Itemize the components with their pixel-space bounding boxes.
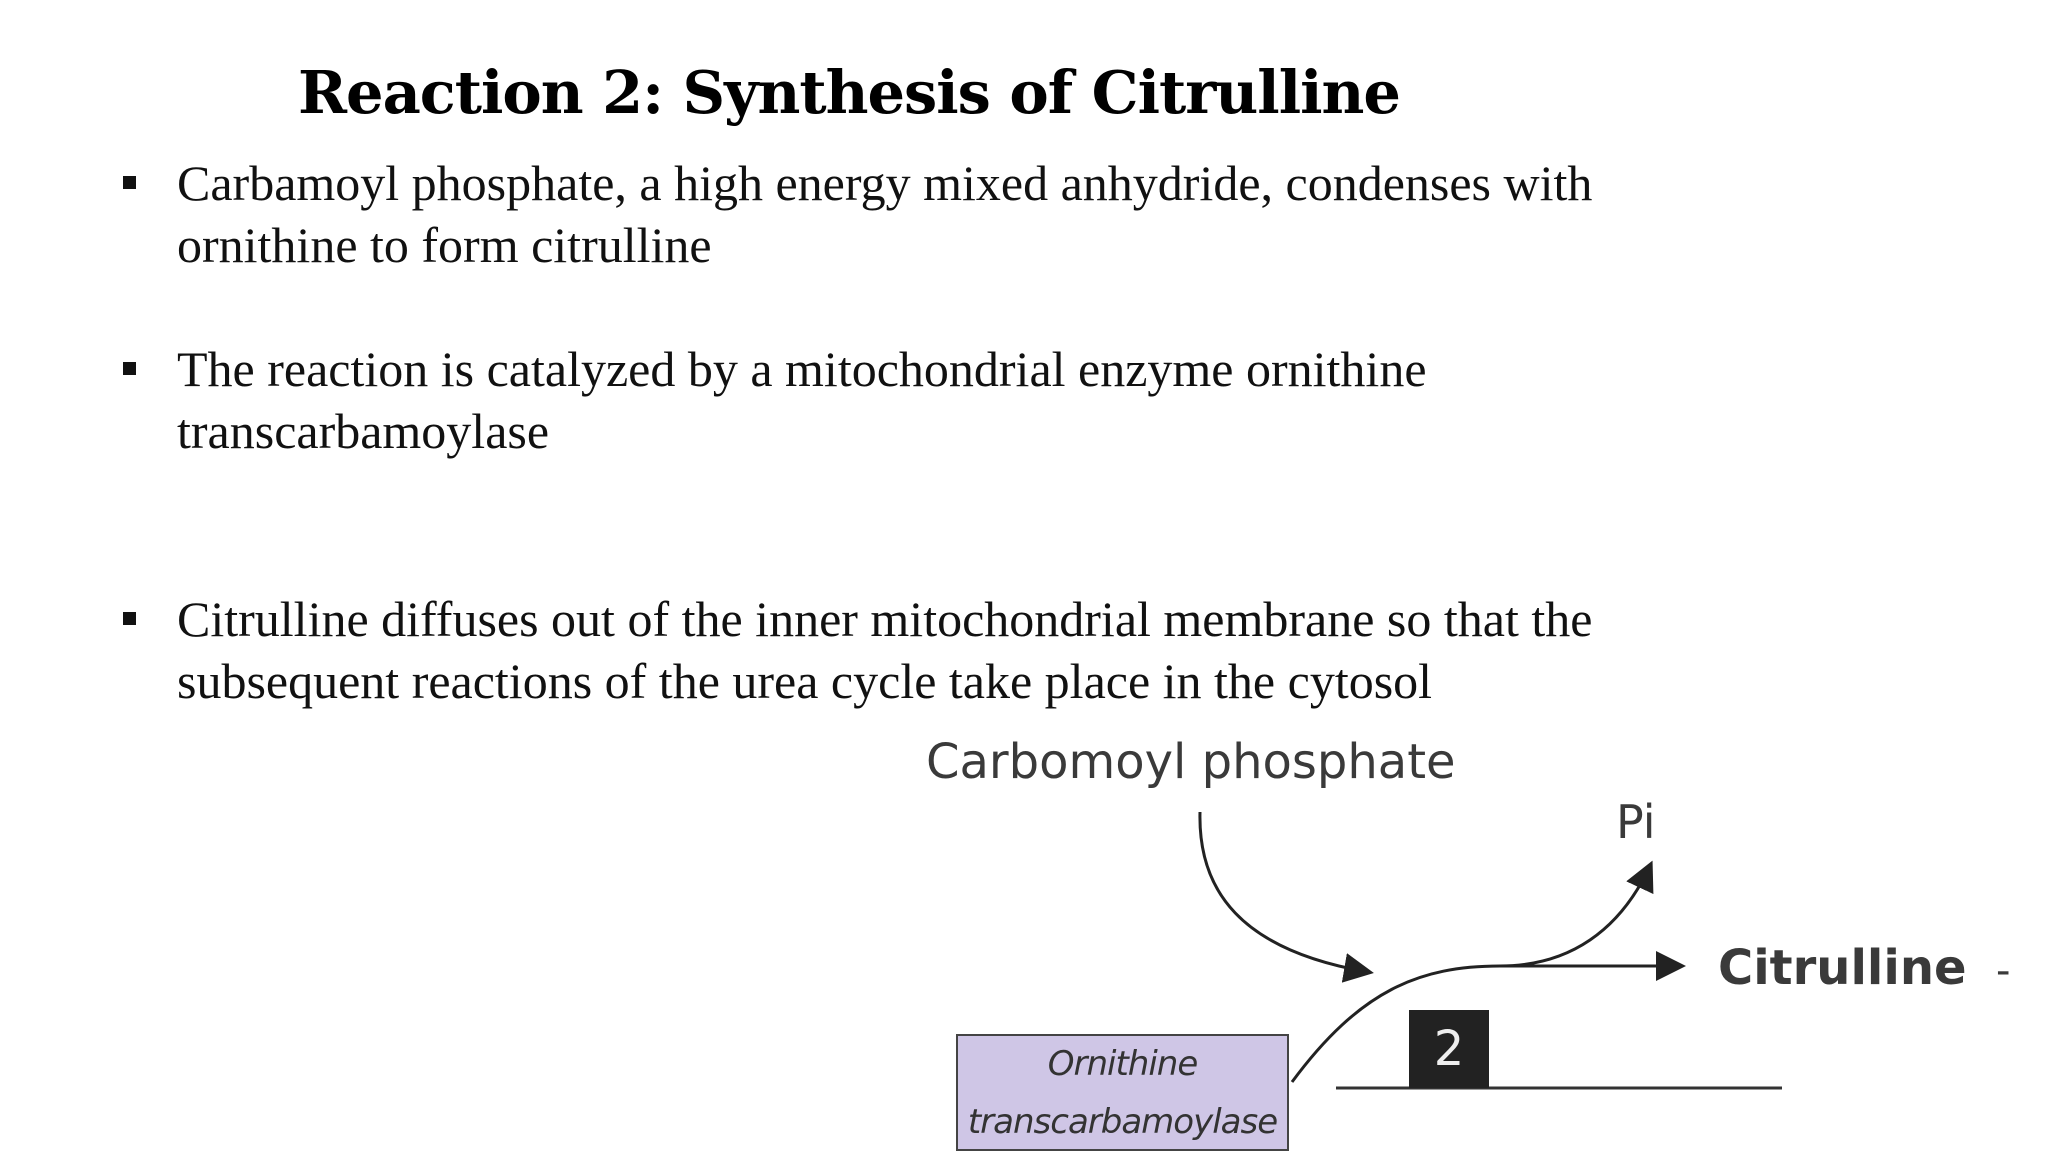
- enzyme-name-line: Ornithine: [1047, 1043, 1198, 1084]
- product-label: Citrulline: [1718, 940, 1967, 996]
- byproduct-label: Pi: [1616, 795, 1656, 849]
- bullet-line: ornithine to form citrulline: [177, 217, 712, 273]
- bullet-line: Carbamoyl phosphate, a high energy mixed anhydride, condenses with: [177, 155, 1593, 211]
- slide-title: Reaction 2: Synthesis of Citrulline: [298, 58, 1400, 127]
- product-dash: -: [1996, 948, 2011, 994]
- bullet-line: The reaction is catalyzed by a mitochondrial enzyme ornithine: [177, 341, 1427, 397]
- substrate-arrow: [1200, 812, 1368, 972]
- bullet-line: subsequent reactions of the urea cycle take place in the cytosol: [177, 653, 1433, 709]
- substrate-label: Carbomoyl phosphate: [926, 734, 1456, 790]
- bullet-line: transcarbamoylase: [177, 403, 550, 459]
- enzyme-box: [956, 1034, 1289, 1151]
- enzyme-name-line: transcarbamoylase: [967, 1101, 1278, 1142]
- bullet-line: Citrulline diffuses out of the inner mitochondrial membrane so that the: [177, 591, 1593, 647]
- step-number-badge: 2: [1409, 1010, 1489, 1088]
- byproduct-arrow: [1500, 866, 1650, 966]
